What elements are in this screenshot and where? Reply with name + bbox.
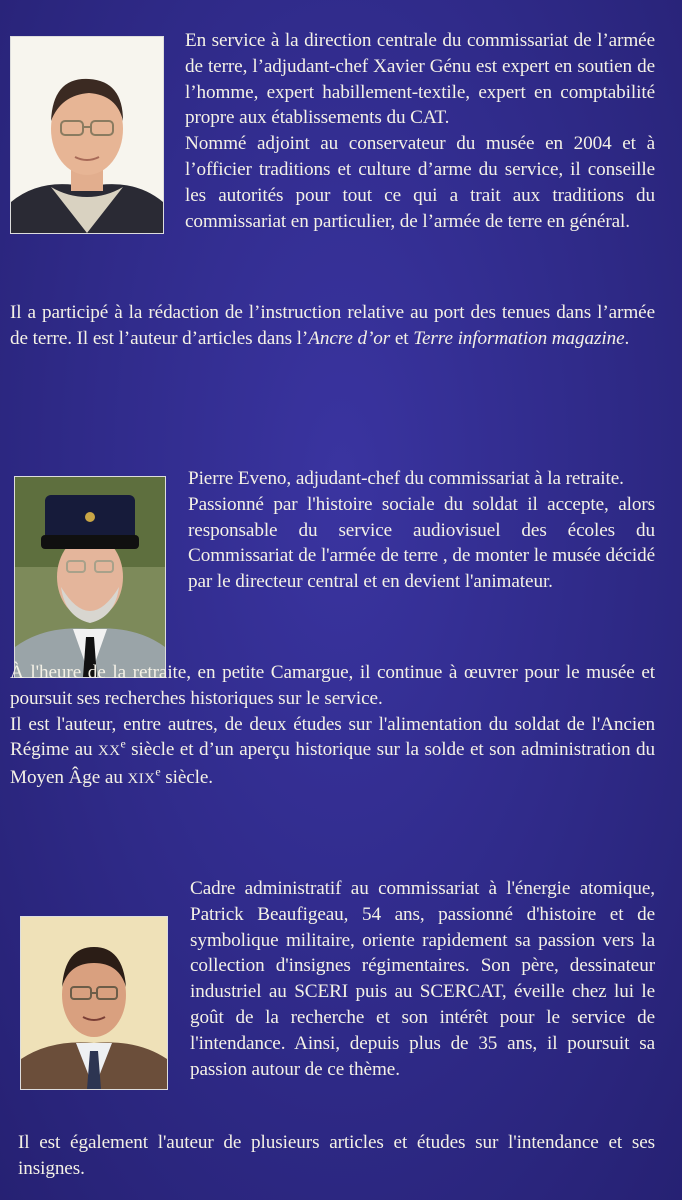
bio-pierre-eveno-continuation [10,660,655,793]
bio-xavier-genu-paragraph-1: En service à la direction centrale du commissariat de l’armée de terre, l’adjudant-chef Xavier Génu est expert en soutien de l’homme, expert habillement-textile, expert en comptabilité propre aux établissements du CAT. [185,30,655,129]
bio-pierre-eveno-paragraph-4 [10,712,655,793]
century-20-suffix: e [120,737,126,751]
publication-terre-information-magazine: Terre information magazine [413,327,625,349]
bio-pierre-eveno-paragraph-3: À l'heure de la retraite, en petite Camargue, il continue à œuvrer pour le musée et poursuit ses recherches historiques sur le service. [10,662,655,709]
bio-patrick-beaufigeau-paragraph-1: Cadre administratif au commissariat à l'énergie atomique, Patrick Beaufigeau, 54 ans, passionné d'histoire et de symbolique militaire, oriente rapidement sa passion vers la collection d'insignes régimentaires. Son père, dessinateur industriel au SCERI puis au SCERCAT, éveille chez lui le goût de la recherche et son intérêt pour le service de l'intendance. Ainsi, depuis plus de 35 ans, il poursuit sa passion autour de ce thème. [190,878,655,1080]
bio-patrick-beaufigeau-paragraph-2 [18,1130,655,1182]
bio-xavier-genu-end: . [624,327,630,349]
bio-pierre-eveno-paragraph-1: Pierre Eveno, adjudant-chef du commissariat à la retraite. [188,468,624,489]
portrait-photo-xavier-genu [10,36,164,234]
bio-pierre-eveno-paragraph-4-start: Il est l'auteur, entre autres, de deux études sur l'alimentation du soldat de l'Ancien Régime au [10,713,655,761]
bio-patrick-beaufigeau-paragraph-2-text: Il est également l'auteur de plusieurs articles et études sur l'intendance et ses insignes. [18,1132,655,1179]
bio-pierre-eveno-paragraph-4-mid: siècle et d’un aperçu historique sur la solde et son administration du Moyen Âge au [10,739,655,789]
century-19-suffix: e [155,764,161,779]
century-20: XX [98,743,121,760]
bio-xavier-genu-paragraph-3-text: Il a participé à la rédaction de l’instruction relative au port des tenues dans l’armée de terre. Il est l’auteur d’articles dans l’ [10,302,655,349]
publication-ancre-dor: Ancre d’or [308,327,391,349]
century-19: XIX [127,771,156,788]
bio-xavier-genu-join: et [390,327,414,349]
bio-pierre-eveno-paragraph-2: Passionné par l'histoire sociale du soldat il accepte, alors responsable du service audiovisuel des écoles du Commissariat de l'armée de terre , de monter le musée décidé par le directeur central et en devient l'animateur. [188,493,655,593]
portrait-photo-pierre-eveno [14,476,166,678]
portrait-photo-patrick-beaufigeau [20,916,168,1090]
bio-xavier-genu-paragraph-3 [10,300,655,352]
bio-xavier-genu-paragraph-2: Nommé adjoint au conservateur du musée en 2004 et à l’officier traditions et culture d’arme du service, il conseille les autorités pour tout ce qui a trait aux traditions du commissariat en particulier, de l’armée de terre en général. [185,133,655,232]
bio-pierre-eveno-paragraph-4-end: siècle. [160,767,214,789]
